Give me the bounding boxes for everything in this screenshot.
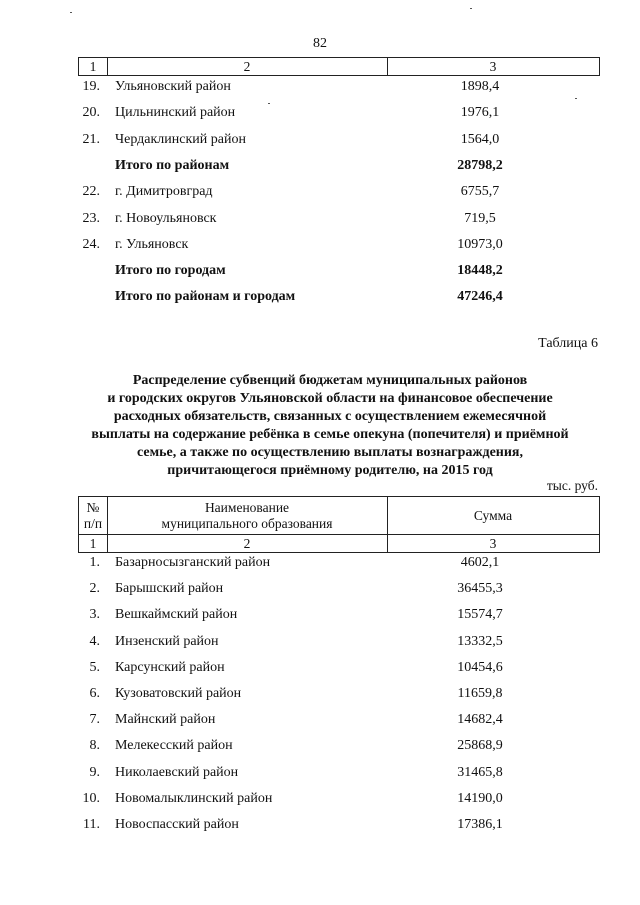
row-name: Вешкаймский район [115,607,238,623]
table1-header-col1: 1 [79,58,108,75]
table2-row [78,709,600,731]
row-value: 47246,4 [457,289,503,305]
table2-row [78,735,600,757]
table1-header-col3: 3 [489,58,497,74]
row-number: 2. [89,581,100,597]
row-value: 14190,0 [457,790,503,806]
row-number: 8. [89,738,100,754]
row-number: 23. [82,210,100,226]
title-line: причитающегося приёмному родителю, на 2015 год [167,463,493,478]
row-value: 36455,3 [457,581,503,597]
row-value: 28798,2 [457,157,503,173]
row-value: 11659,8 [457,686,503,701]
table1-row [78,286,600,308]
scan-speck [575,98,577,99]
table2-row [78,631,600,653]
row-number: 11. [83,817,100,832]
title-line: расходных обязательств, связанных с осуществлением ежемесячной [113,409,547,424]
header-name-line1: Наименование [204,499,290,515]
row-name: Итого по городам [115,263,226,279]
row-name: Базарносызганский район [115,555,271,570]
table1-row [78,155,600,177]
row-number: 10. [82,790,100,806]
table1-row [78,181,600,203]
table2-row [78,788,600,810]
table1-row [78,102,600,124]
title-line: и городских округов Ульяновской области на финансовое обеспечение [107,391,553,406]
row-number: 9. [89,764,100,780]
table-caption: Таблица 6 [538,336,598,351]
row-name: Новоспасский район [115,817,239,832]
table1-row [78,76,600,98]
table1-header-col2: 2 [107,58,388,75]
table2-number-col3: 3 [489,535,497,551]
table2-number-col1: 1 [79,535,108,552]
table2-row [78,604,600,626]
row-value: 15574,7 [457,607,503,623]
row-value: 719,5 [464,210,496,226]
row-value: 13332,5 [457,633,503,649]
row-name: Мелекесский район [115,738,233,754]
header-num-line1: № [86,499,100,515]
title-line: семье, а также по осуществлению выплаты вознаграждения, [136,445,524,460]
row-value: 4602,1 [460,555,500,570]
table2-header-sum: Сумма [473,507,513,523]
row-name: Цильнинский район [115,105,236,121]
header-num-line2: п/п [83,515,103,531]
table2-row [78,683,600,705]
table-title [60,372,600,480]
table2-row [78,657,600,679]
table2-header-num [79,497,108,534]
table2-row [78,578,600,600]
table2-header-name [107,497,388,534]
row-value: 10973,0 [457,236,503,252]
table1-row [78,129,600,151]
table2-row [78,552,600,574]
table2-header [78,496,600,535]
table2-number-col2: 2 [107,535,388,552]
row-name: Новомалыклинский район [115,790,273,806]
row-name: Инзенский район [115,633,219,649]
row-name: Итого по районам и городам [115,289,296,305]
table2-number-row [78,534,600,553]
row-value: 14682,4 [457,712,503,728]
row-value: 25868,9 [457,738,503,754]
table1-row [78,234,600,256]
row-name: Ульяновский район [115,79,231,94]
table1-header [78,57,600,76]
row-name: г. Ульяновск [115,236,189,252]
table1-row [78,208,600,230]
row-value: 18448,2 [457,263,503,279]
row-name: Кузоватовский район [115,686,242,701]
row-number: 6. [89,686,100,701]
row-name: Карсунский район [115,659,225,675]
row-number: 24. [82,236,100,252]
row-number: 7. [89,712,100,728]
row-number: 20. [82,105,100,121]
row-value: 31465,8 [457,764,503,780]
row-name: г. Новоульяновск [115,210,217,226]
table1-row [78,260,600,282]
row-value: 1564,0 [460,131,500,147]
row-value: 6755,7 [460,184,500,200]
row-number: 4. [89,633,100,649]
row-name: Чердаклинский район [115,131,246,147]
row-name: Майнский район [115,712,216,728]
scan-speck [470,8,472,9]
row-number: 3. [89,607,100,623]
row-number: 1. [89,555,100,570]
row-name: Барышский район [115,581,224,597]
row-value: 1898,4 [460,79,500,94]
row-name: г. Димитровград [115,184,213,200]
row-name: Итого по районам [115,157,230,173]
units-label: тыс. руб. [546,478,598,493]
scan-speck [268,103,270,104]
row-number: 21. [82,131,100,147]
row-value: 1976,1 [460,105,500,121]
row-number: 22. [82,184,100,200]
title-line: выплаты на содержание ребёнка в семье опекуна (попечителя) и приёмной [91,427,569,442]
row-value: 17386,1 [457,817,503,832]
table2-row [78,814,600,836]
row-number: 5. [89,659,100,675]
title-line: Распределение субвенций бюджетам муниципальных районов [132,373,528,388]
row-number: 19. [82,79,100,94]
header-name-line2: муниципального образования [161,515,333,531]
row-name: Николаевский район [115,764,239,780]
table2-row [78,762,600,784]
page-number: 82 [313,36,327,51]
scan-speck [70,12,72,13]
row-value: 10454,6 [457,659,503,675]
